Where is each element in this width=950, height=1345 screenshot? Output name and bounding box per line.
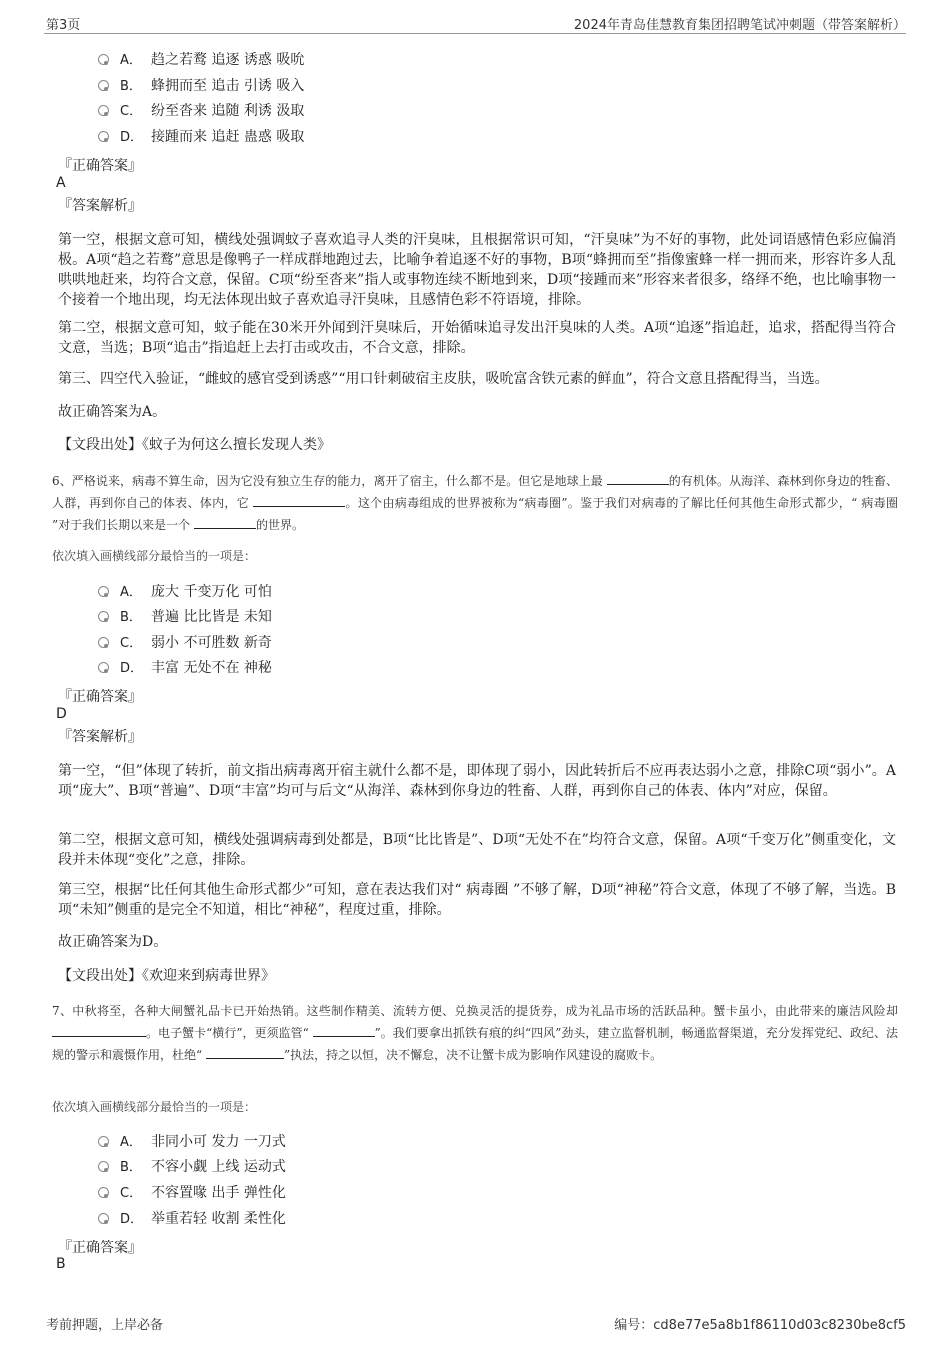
q6-analysis-para-1: 第一空，“但”体现了转折，前文指出病毒离开宿主就什么都不是，即体现了弱小，因此转折后不应再表达弱小之意，排除C项“弱小”。A项“庞大”、B项“普遍”、D项“丰富”均可与后文“从海洋、森林到你身边的牲畜、人群，再到你自己的体表、体内”对应，保留。 [58,763,896,799]
q5-analysis-para-1: 第一空，根据文意可知，横线处强调蚊子喜欢追寻人类的汗臭味，且根据常识可知，“汗臭味”为不好的事物，此处词语感情色彩应偏消极。A项“趋之若鹜”意思是像鸭子一样成群地跑过去，比喻争着追逐不好的事物，B项“蜂拥而至”指像蜜蜂一样一拥而来，形容许多人乱哄哄地赶来，均符合文意，保留。C项“纷至沓来”指人或事物连续不断地到来，D项“接踵而来”形容来者很多，络绎不绝，也比喻事物一个接着一个地出现，均无法体现出蚊子喜欢追寻汗臭味，且感情色彩不符语境，排除。 [58,232,896,308]
page-number: 第3页 [46,18,81,33]
q6-option-c[interactable]: C． 弱小 不可胜数 新奇 [98,633,272,653]
radio-icon[interactable] [98,586,109,597]
q5-answer-label: 『正确答案』 [58,158,142,174]
radio-icon[interactable] [98,637,109,648]
q7-question: 7、中秋将至，各种大闸蟹礼品卡已开始热销。这些制作精美、流转方便、兑换灵活的提货券，成为礼品市场的活跃品种。蟹卡虽小，由此带来的廉洁风险却 。电子蟹卡“横行”，更须监管“ ”。我们要拿出抓铁有痕的纠“四风”劲头，建立监督机制，畅通监督渠道，充分发挥党纪、政纪、法规的警示和震慑作用，杜绝“ ”执法，持之以恒，决不懈怠，决不让蟹卡成为影响作风建设的腐败卡。 [52,1004,898,1062]
q7-option-d[interactable]: D． 举重若轻 收割 柔性化 [98,1209,286,1229]
q5-analysis-para-4: 故正确答案为A。 [58,404,167,420]
blank-2[interactable] [313,1022,375,1037]
q6-source: 【文段出处】《欢迎来到病毒世界》 [58,968,275,984]
q7-answer-label: 『正确答案』 [58,1240,142,1256]
radio-icon[interactable] [98,611,109,622]
q6-analysis-para-2: 第二空，根据文意可知，横线处强调病毒到处都是，B项“比比皆是”、D项“无处不在”均符合文意，保留。A项“千变万化”侧重变化，文段并未体现“变化”之意，排除。 [58,832,896,868]
blank-2[interactable] [253,492,345,507]
radio-icon[interactable] [98,105,109,116]
blank-3[interactable] [194,514,256,529]
q5-analysis-label: 『答案解析』 [58,198,142,214]
radio-icon[interactable] [98,80,109,91]
footer-slogan: 考前押题，上岸必备 [46,1318,164,1333]
q6-analysis-para-4: 故正确答案为D。 [58,934,168,950]
header-divider [44,33,906,34]
footer-serial: 编号：cd8e77e5a8b1f86110d03c8230be8cf5 [614,1318,906,1333]
q5-option-d[interactable]: D． 接踵而来 追赶 蛊惑 吸取 [98,127,304,147]
q7-instruction: 依次填入画横线部分最恰当的一项是： [52,1100,257,1114]
q6-analysis-para-3: 第三空，根据“比任何其他生命形式都少”可知，意在表达我们对“ 病毒圈 ”不够了解，D项“神秘”符合文意，体现了不够了解，当选。B项“未知”侧重的是完全不知道，相比“神秘”，程度过重，排除。 [58,882,896,918]
q7-option-a[interactable]: A． 非同小可 发力 一刀式 [98,1132,286,1152]
q6-option-a[interactable]: A． 庞大 千变万化 可怕 [98,582,272,602]
q5-option-b[interactable]: B． 蜂拥而至 追击 引诱 吸入 [98,76,304,96]
q6-analysis-label: 『答案解析』 [58,729,142,745]
q6-instruction: 依次填入画横线部分最恰当的一项是： [52,549,257,563]
radio-icon[interactable] [98,1136,109,1147]
radio-icon[interactable] [98,1161,109,1172]
radio-icon[interactable] [98,1213,109,1224]
q7-answer: B [56,1256,66,1272]
q6-answer-label: 『正确答案』 [58,689,142,705]
radio-icon[interactable] [98,54,109,65]
q6-option-d[interactable]: D． 丰富 无处不在 神秘 [98,658,272,678]
q5-option-c[interactable]: C． 纷至沓来 追随 利诱 汲取 [98,101,304,121]
q6-option-b[interactable]: B． 普遍 比比皆是 未知 [98,607,272,627]
q7-option-b[interactable]: B． 不容小觑 上线 运动式 [98,1157,286,1177]
q7-option-c[interactable]: C． 不容置喙 出手 弹性化 [98,1183,286,1203]
q5-answer: A [56,175,66,191]
q6-answer: D [56,706,67,722]
radio-icon[interactable] [98,662,109,673]
q6-question: 6、严格说来，病毒不算生命，因为它没有独立生存的能力，离开了宿主，什么都不是。但它是地球上最 的有机体。从海洋、森林到你身边的牲畜、人群，再到你自己的体表、体内，它 。这个由病毒组成的世界被称为“病毒圈”。鉴于我们对病毒的了解比任何其他生命形式都少，“ 病毒圈 ”对于我们长期以来是一个 的世界。 [52,470,898,536]
q5-source: 【文段出处】《蚊子为何这么擅长发现人类》 [58,437,331,453]
radio-icon[interactable] [98,1187,109,1198]
q5-analysis-para-3: 第三、四空代入验证，“雌蚊的感官受到诱惑”“用口针刺破宿主皮肤，吸吮富含铁元素的鲜血”，符合文意且搭配得当，当选。 [58,371,829,387]
radio-icon[interactable] [98,131,109,142]
blank-1[interactable] [52,1022,146,1037]
q5-analysis-para-2: 第二空，根据文意可知，蚊子能在30米开外闻到汗臭味后，开始循味追寻发出汗臭味的人类。A项“追逐”指追赶，追求，搭配得当符合文意，当选；B项“追击”指追赶上去打击或攻击，不合文意，排除。 [58,320,896,356]
blank-3[interactable] [206,1044,284,1059]
document-title: 2024年青岛佳慧教育集团招聘笔试冲刺题（带答案解析） [573,18,906,33]
q5-option-a[interactable]: A． 趋之若鹜 追逐 诱惑 吸吮 [98,50,304,70]
blank-1[interactable] [607,470,669,485]
